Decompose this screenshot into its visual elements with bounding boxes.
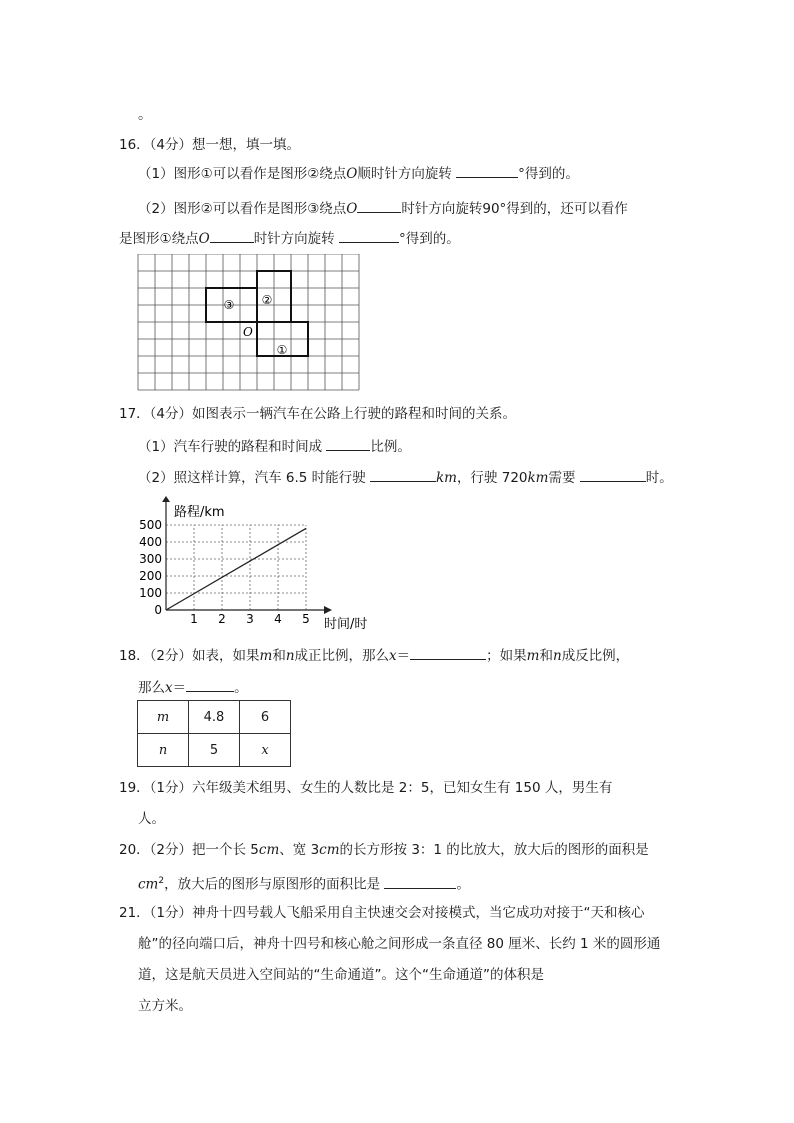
table-cell: 6 — [240, 701, 291, 734]
table-cell: 5 — [189, 734, 240, 767]
q16-blank-4[interactable] — [339, 228, 399, 243]
q17-part1: （1）汽车行驶的路程和时间成 比例。 — [138, 436, 411, 457]
q17-blank-3[interactable] — [580, 467, 646, 482]
distance-time-chart — [138, 496, 378, 634]
q18-line1: 18．（2分）如表，如果m和n成正比例，那么x＝ ；如果m和n成反比例， — [119, 645, 629, 666]
label-1: ① — [276, 343, 288, 357]
q17-blank-1[interactable] — [326, 436, 370, 451]
table-row — [138, 734, 291, 767]
table-cell: m — [138, 701, 189, 734]
y-tick-label: 100 — [139, 586, 162, 600]
q18-line2: 那么x＝ 。 — [138, 677, 248, 698]
q19-line1: 19．（1分）六年级美术组男、女生的人数比是 2：5，已知女生有 150 人，男生有 — [119, 780, 613, 796]
trailing-period: 。 — [138, 107, 152, 123]
y-tick-label: 0 — [154, 603, 162, 617]
table-cell: 4.8 — [189, 701, 240, 734]
x-tick-label: 4 — [274, 612, 282, 626]
point-o-label: O — [243, 325, 253, 339]
q20-blank[interactable] — [384, 874, 456, 889]
x-tick-label: 3 — [246, 612, 254, 626]
y-tick-label: 400 — [139, 535, 162, 549]
label-3: ③ — [223, 298, 235, 312]
table-cell: n — [138, 734, 189, 767]
q20-line1: 20．（2分）把一个长 5cm、宽 3cm的长方形按 3：1 的比放大，放大后的图形的面积是 — [119, 842, 649, 858]
q16-blank-2[interactable] — [357, 198, 401, 213]
table-cell: x — [240, 734, 291, 767]
x-tick-label: 1 — [190, 612, 198, 626]
grid-shapes — [206, 271, 308, 356]
q16-part2-cont: 是图形①绕点O 时针方向旋转 °得到的。 — [119, 228, 460, 249]
q17-part2: （2）照这样计算，汽车 6.5 时能行驶 km，行驶 720km需要 时。 — [138, 467, 673, 488]
y-tick-label: 500 — [139, 518, 162, 532]
x-tick-label: 2 — [218, 612, 226, 626]
mn-table — [137, 700, 291, 767]
q18-blank-2[interactable] — [186, 677, 234, 692]
q16-blank-1[interactable] — [456, 163, 518, 178]
q21-line2: 舱”的径向端口后，神舟十四号和核心舱之间形成一条直径 80 厘米、长约 1 米的圆形通 — [138, 936, 661, 952]
q21-line1: 21．（1分）神舟十四号载人飞船采用自主快速交会对接模式，当它成功对接于“天和核心 — [119, 905, 645, 921]
y-tick-label: 300 — [139, 552, 162, 566]
q16-part1: （1）图形①可以看作是图形②绕点O顺时针方向旋转 °得到的。 — [138, 163, 579, 184]
rotation-grid — [137, 254, 373, 396]
q16-part2: （2）图形②可以看作是图形③绕点O 时针方向旋转90°得到的，还可以看作 — [138, 198, 628, 219]
q16-blank-3[interactable] — [210, 228, 254, 243]
series-line-distance — [166, 528, 306, 610]
q17-blank-2[interactable] — [370, 467, 436, 482]
y-axis-arrow — [162, 496, 170, 502]
label-2: ② — [261, 293, 273, 307]
q21-line3: 道，这是航天员进入空间站的“生命通道”。这个“生命通道”的体积是 — [138, 967, 544, 983]
y-tick-label: 200 — [139, 569, 162, 583]
q21-line4: 立方米。 — [138, 998, 192, 1014]
q18-blank-1[interactable] — [410, 645, 486, 660]
q19-line2: 人。 — [138, 811, 165, 827]
x-axis-arrow — [324, 606, 332, 614]
y-axis-label: 路程/km — [174, 505, 225, 520]
q16-header: 16．（4分）想一想，填一填。 — [119, 137, 301, 153]
table-row — [138, 701, 291, 734]
q17-header: 17．（4分）如图表示一辆汽车在公路上行驶的路程和时间的关系。 — [119, 406, 517, 422]
q20-line2: $cm^2$，放大后的图形与原图形的面积比是 。 — [138, 871, 470, 895]
x-tick-label: 5 — [302, 612, 310, 626]
x-axis-label: 时间/时 — [324, 617, 368, 632]
